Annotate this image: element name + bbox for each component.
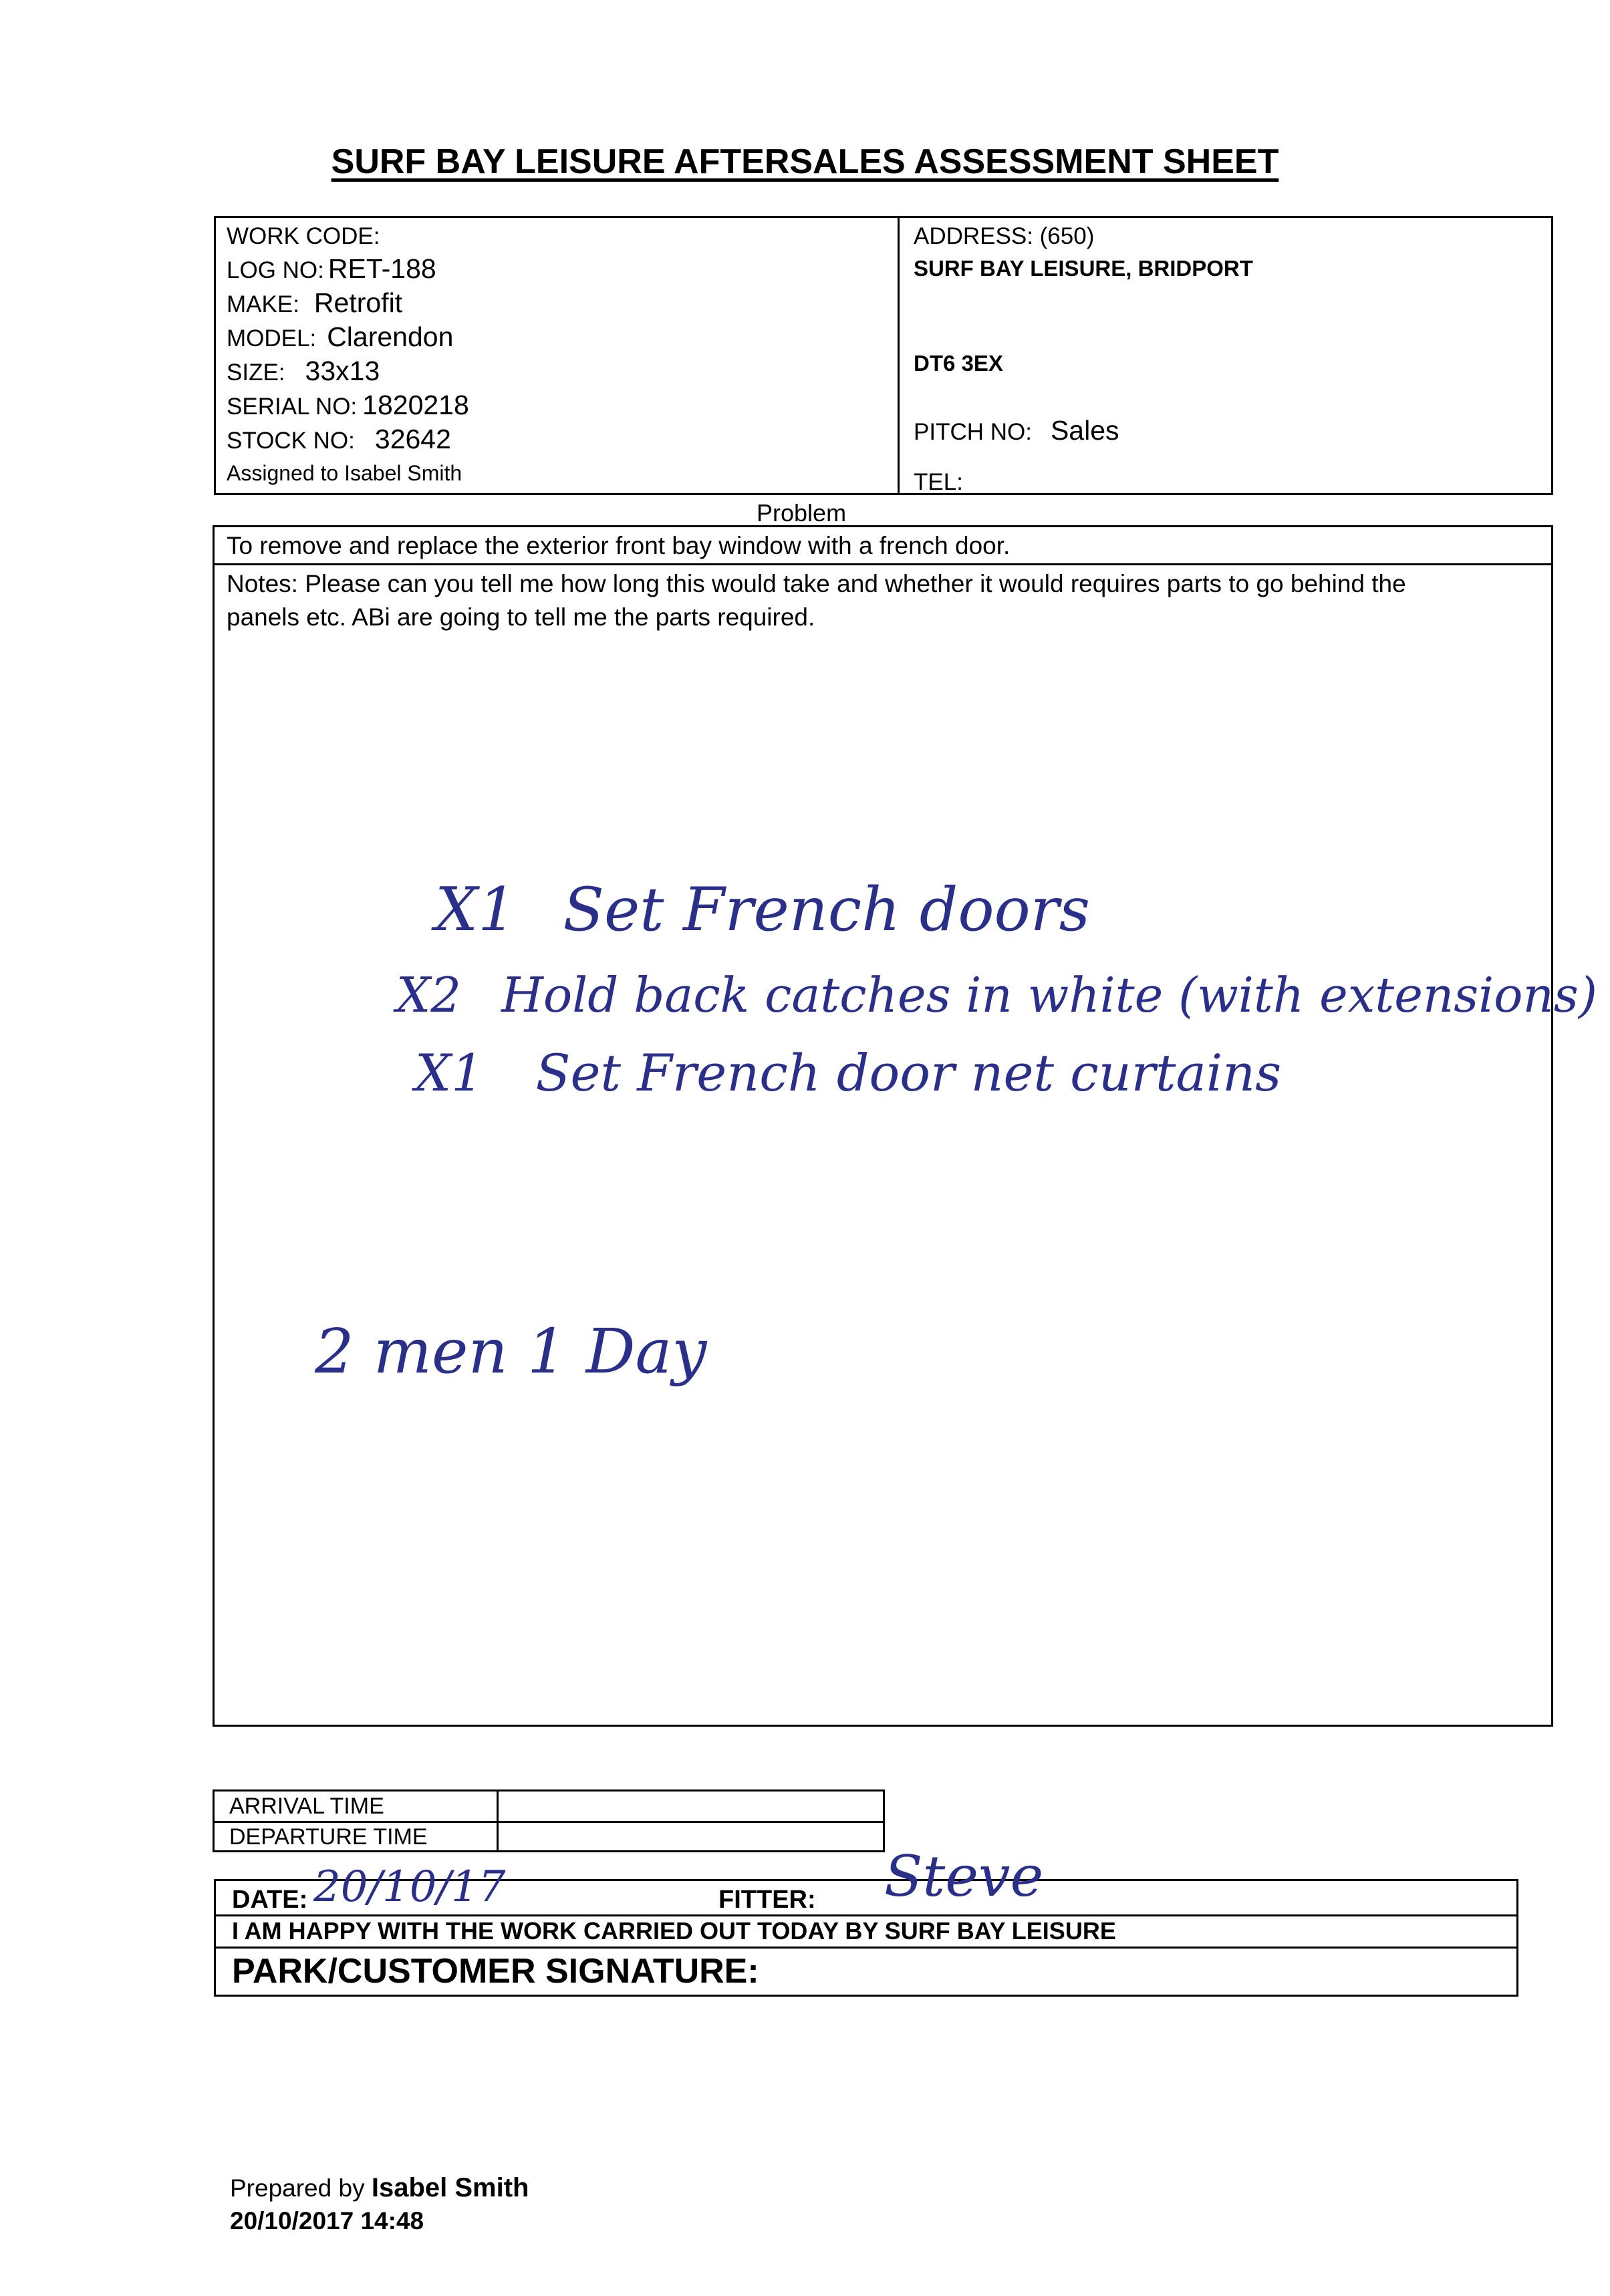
- page-title: SURF BAY LEISURE AFTERSALES ASSESSMENT SHEET: [331, 142, 1279, 181]
- fitter-value: Steve: [884, 1844, 1044, 1909]
- model: MODEL: Clarendon: [227, 321, 454, 352]
- handwritten-estimate: 2 men 1 Day: [315, 1316, 707, 1387]
- happy-statement: I AM HAPPY WITH THE WORK CARRIED OUT TODAY BY SURF BAY LEISURE: [232, 1917, 1116, 1945]
- problem-divider: [215, 563, 1551, 565]
- make: MAKE: Retrofit: [227, 287, 403, 318]
- handwritten-line-3: X1 Set French door net curtains: [415, 1043, 1282, 1103]
- assigned-to: Assigned to Isabel Smith: [227, 461, 462, 485]
- prepared-by: Prepared by Isabel Smith: [230, 2173, 529, 2202]
- vehicle-details: [227, 221, 469, 489]
- signoff-divider-2: [216, 1947, 1516, 1949]
- arrival-time-label: ARRIVAL TIME: [229, 1793, 384, 1819]
- date-value: 20/10/17: [313, 1862, 506, 1912]
- problem-heading: Problem: [757, 499, 847, 527]
- departure-time-label: DEPARTURE TIME: [229, 1824, 428, 1850]
- notes-line-1: Notes: Please can you tell me how long this would take and whether it would requires parts to go behind the: [227, 570, 1406, 597]
- details-box: [214, 216, 1553, 495]
- tel-label: TEL:: [914, 469, 963, 495]
- address-line1: SURF BAY LEISURE, BRIDPORT: [914, 256, 1253, 281]
- log-no: LOG NO: RET-188: [227, 253, 436, 284]
- address-label: ADDRESS: (650): [914, 223, 1095, 249]
- size: SIZE: 33x13: [227, 355, 380, 386]
- postcode: DT6 3EX: [914, 351, 1003, 376]
- column-divider: [898, 218, 900, 493]
- address-details: [914, 221, 1542, 495]
- stock-no: STOCK NO: 32642: [227, 424, 451, 454]
- problem-box: [213, 525, 1597, 1727]
- problem-text: To remove and replace the exterior front bay window with a french door.: [227, 532, 1011, 559]
- times-table: [213, 1789, 885, 1852]
- fitter-label: FITTER:: [718, 1886, 816, 1914]
- signoff-table: [214, 1844, 1518, 1997]
- serial-no: SERIAL NO: 1820218: [227, 390, 469, 420]
- handwritten-line-1: X1 Set French doors: [435, 875, 1090, 945]
- notes-line-2: panels etc. ABi are going to tell me the parts required.: [227, 603, 815, 631]
- pitch-no: PITCH NO: Sales: [914, 415, 1119, 446]
- signature-label: PARK/CUSTOMER SIGNATURE:: [232, 1952, 759, 1991]
- handwritten-line-2: X2 Hold back catches in white (with extensions): [396, 967, 1597, 1023]
- date-label: DATE:: [232, 1886, 308, 1914]
- prepared-datetime: 20/10/2017 14:48: [230, 2207, 424, 2235]
- work-code-label: WORK CODE:: [227, 223, 380, 249]
